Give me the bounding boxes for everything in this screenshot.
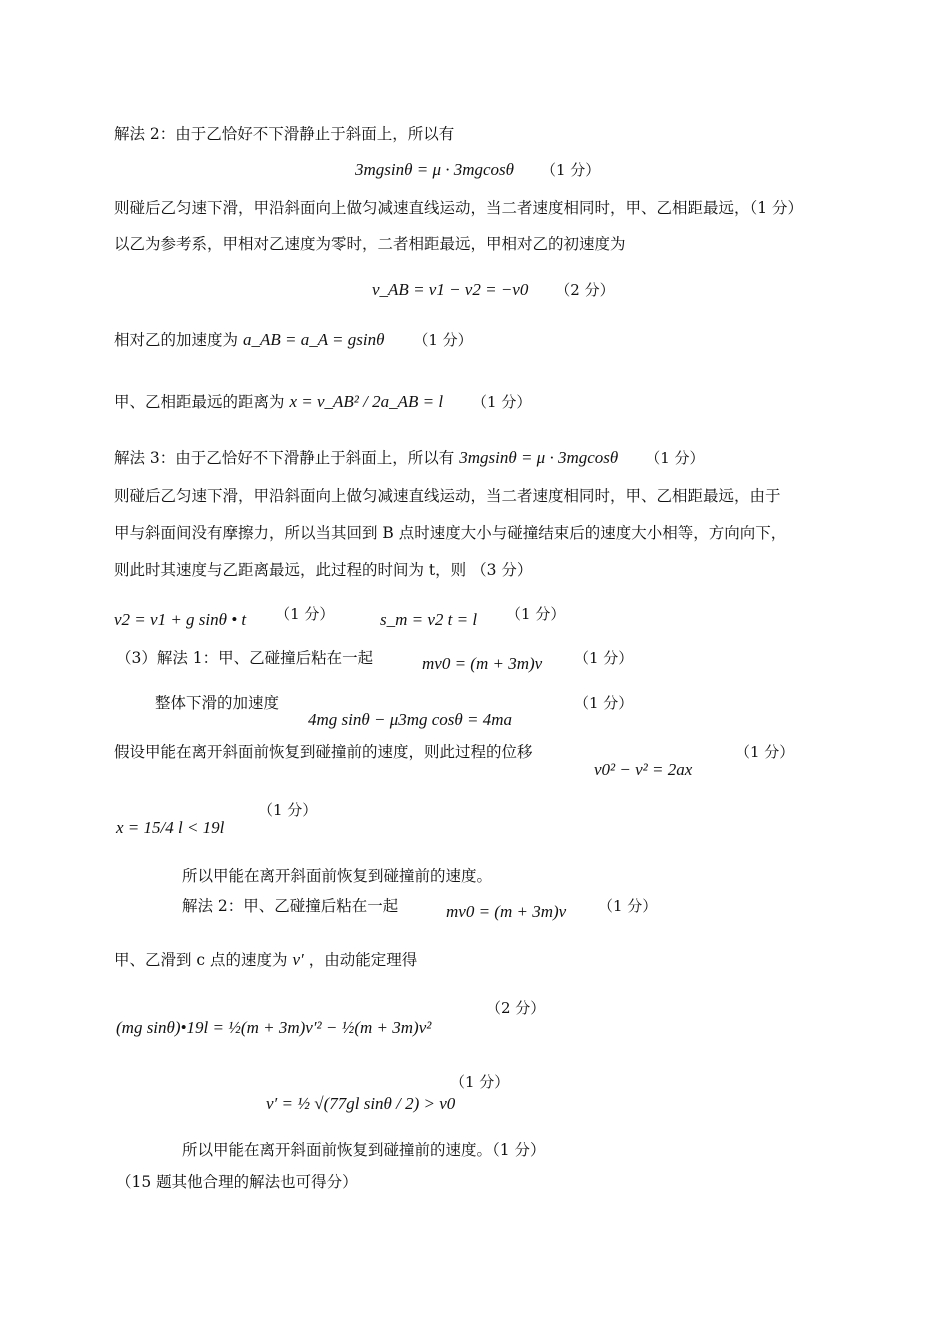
part3-method2-momentum	[446, 902, 566, 922]
footer-note: （15 题其他合理的解法也可得分）	[116, 1173, 358, 1191]
part3-energy-equation	[116, 1018, 431, 1038]
equation-text: x = 15/4 l < 19l	[116, 818, 225, 837]
score-label: （1 分）	[598, 897, 658, 915]
intro-text: 解法 3：由于乙恰好不下滑静止于斜面上，所以有	[114, 449, 455, 467]
method3-equation-3	[380, 604, 565, 630]
equation-text: mv0 = (m + 3m)v	[422, 654, 543, 673]
method2-intro: 解法 2：由于乙恰好不下滑静止于斜面上，所以有	[114, 125, 455, 143]
score-label: （1 分）	[574, 649, 634, 667]
equation-text: s_m = v2 t = l	[380, 610, 478, 629]
method3-line-3: 甲与斜面间没有摩擦力，所以当其回到 B 点时速度大小与碰撞结束后的速度大小相等，方向向下，	[114, 524, 787, 542]
method3-line-2: 则碰后乙匀速下滑，甲沿斜面向上做匀减速直线运动，当二者速度相同时，甲、乙相距最远，由于	[114, 487, 781, 505]
part3-assumption: 假设甲能在离开斜面前恢复到碰撞前的速度，则此过程的位移	[114, 743, 533, 761]
method3-equation-2	[114, 604, 334, 630]
method2-line-2: 则碰后乙匀速下滑，甲沿斜面向上做匀减速直线运动，当二者速度相同时，甲、乙相距最远，（1 分）	[114, 199, 804, 217]
part3-kinematics-equation	[594, 760, 692, 780]
method2-line-3: 以乙为参考系，甲相对乙速度为零时，二者相距最远，甲相对乙的初速度为	[114, 235, 626, 253]
vprime-symbol: v′	[292, 950, 304, 969]
score-label: （1 分）	[645, 449, 705, 467]
equation-text: v2 = v1 + g sinθ • t	[114, 610, 247, 629]
distance-text: 甲、乙相距最远的距离为	[114, 393, 285, 411]
distance-equation: x = v_AB² / 2a_AB = l	[289, 392, 444, 411]
method2-acceleration	[114, 330, 473, 350]
score-label: （1 分）	[413, 331, 473, 349]
part3-momentum-equation	[422, 654, 542, 674]
score-label: （1 分）	[574, 694, 634, 712]
line-text-a: 甲、乙滑到 c 点的速度为	[114, 951, 288, 969]
equation-text: (mg sinθ)•19l = ½(m + 3m)v′² − ½(m + 3m)v²	[116, 1018, 432, 1037]
method3-line-4: 则此时其速度与乙距离最远，此过程的时间为 t，则 （3 分）	[114, 561, 533, 579]
equation-text: v′ = ½ √(77gl sinθ / 2) > v0	[266, 1094, 456, 1113]
score-label: （1 分）	[258, 801, 318, 819]
method3-intro	[114, 448, 705, 468]
method2-equation-1	[355, 160, 600, 180]
part3-acceleration-text: 整体下滑的加速度	[155, 694, 280, 712]
acceleration-equation: a_AB = a_A = gsinθ	[242, 330, 385, 349]
part3-acceleration-equation	[308, 710, 512, 730]
score-label: （1 分）	[275, 605, 335, 623]
equation-text: v_AB = v1 − v2 = −v0	[372, 280, 529, 299]
part3-displacement-equation	[116, 818, 224, 838]
equation-text: v0² − v² = 2ax	[594, 760, 693, 779]
score-label: （1 分）	[540, 161, 601, 179]
part3-conclusion-1: 所以甲能在离开斜面前恢复到碰撞前的速度。	[182, 867, 493, 885]
line-text-b: ，由动能定理得	[308, 951, 418, 969]
part3-vprime-equation	[266, 1094, 455, 1114]
score-label: （1 分）	[450, 1073, 510, 1091]
method2-equation-2	[372, 280, 615, 300]
equation-text: mv0 = (m + 3m)v	[446, 902, 567, 921]
method2-distance	[114, 392, 531, 412]
score-label: （2 分）	[486, 999, 546, 1017]
score-label: （2 分）	[555, 281, 615, 299]
score-label: （1 分）	[472, 393, 532, 411]
score-label: （1 分）	[735, 743, 795, 761]
part3-method2-line-2	[114, 950, 417, 970]
equation-text: 4mg sinθ − μ3mg cosθ = 4ma	[308, 710, 513, 729]
equation-text: 3mgsinθ = μ · 3mgcosθ	[355, 160, 515, 179]
part3-method2-intro: 解法 2：甲、乙碰撞后粘在一起	[182, 897, 399, 915]
part3-intro: （3）解法 1：甲、乙碰撞后粘在一起	[116, 649, 374, 667]
equation-text: 3mgsinθ = μ · 3mgcosθ	[459, 448, 619, 467]
part3-conclusion-2: 所以甲能在离开斜面前恢复到碰撞前的速度。（1 分）	[182, 1141, 546, 1159]
acceleration-text: 相对乙的加速度为	[114, 331, 239, 349]
score-label: （1 分）	[506, 605, 566, 623]
